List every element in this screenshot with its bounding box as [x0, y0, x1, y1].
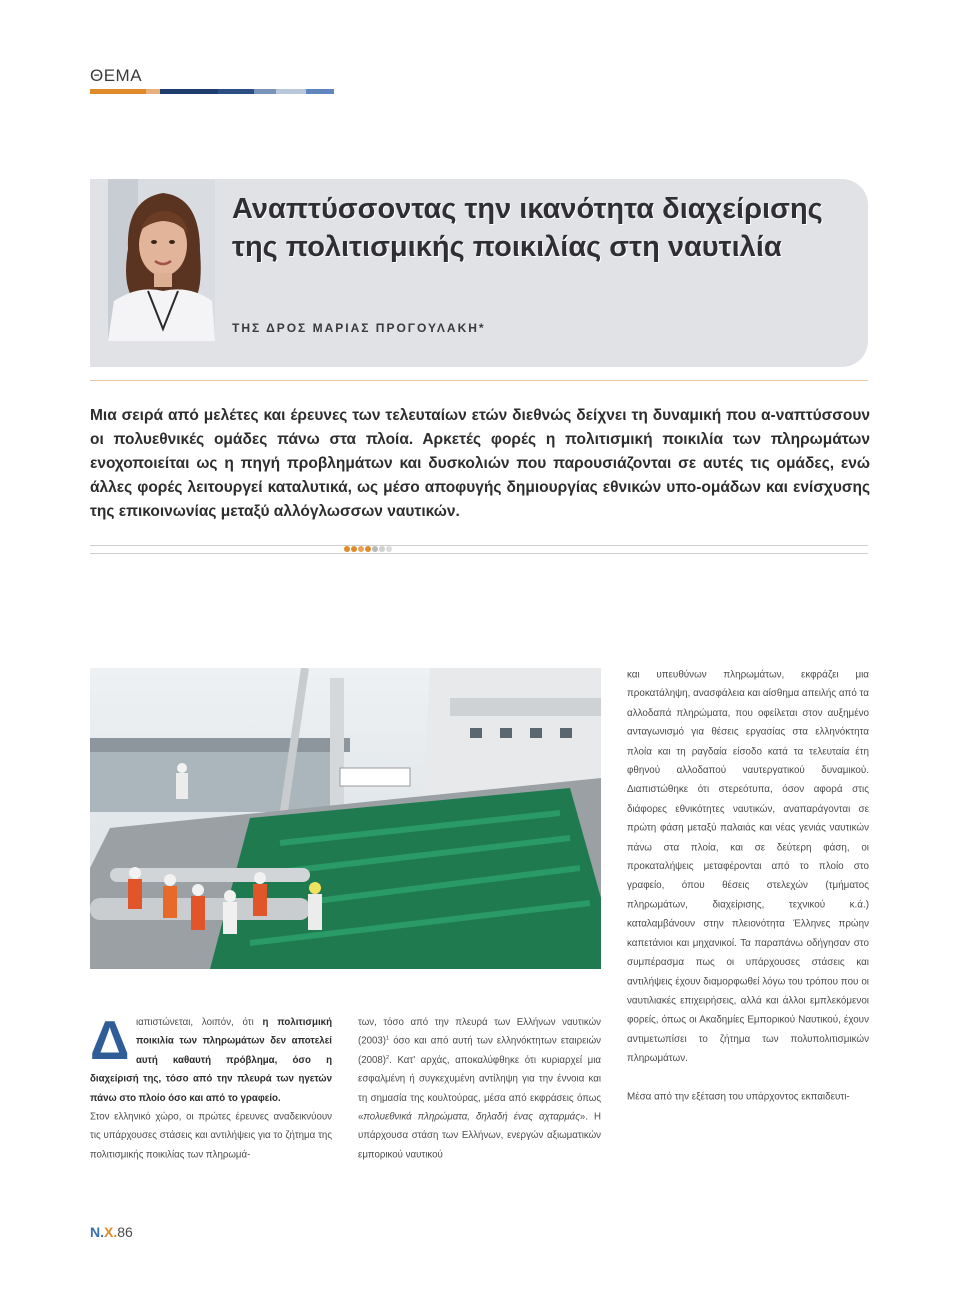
bar-segment: [306, 89, 334, 94]
divider: [90, 553, 868, 554]
footnote-ref: 2: [386, 1054, 390, 1061]
drop-cap: Δ: [90, 1009, 130, 1072]
col2-paragraph: [358, 1013, 601, 1164]
page-folio: [90, 1224, 133, 1240]
body-column-3: [627, 665, 869, 1106]
dot: [351, 546, 357, 552]
bar-segment: [254, 89, 276, 94]
col2-text: ». Η υπάρχουσα στάση των Ελλήνων, ενεργών αξιωματικών εμπορικού ναυτικού: [358, 1110, 601, 1160]
article-byline: ΤΗΣ ΔΡΟΣ ΜΑΡΙΑΣ ΠΡΟΓΟΥΛΑΚΗ*: [232, 321, 486, 335]
dot: [365, 546, 371, 552]
divider: [90, 545, 868, 546]
folio-n: N.: [90, 1224, 104, 1240]
bar-segment: [218, 89, 254, 94]
col2-text: . Κατ' αρχάς, αποκαλύφθηκε ότι κυριαρχεί μια εσφαλμένη ή συγκεχυμένη αντίληψη για την έννοια και τη σημασία της κουλτούρας, μέσα από εκφράσεις όπως «: [358, 1054, 601, 1123]
article-lead: Μια σειρά από μελέτες και έρευνες των τελευταίων ετών διεθνώς δείχνει τη δυναμική που α-ναπτύσσουν οι πολυεθνικές ομάδες πάνω στα πλοία. Αρκετές φορές η πολιτισμική ποικιλία των πληρωμάτων ενοχοποιείται ως η πηγή προβλημάτων και δυσκολιών που παρουσιάζονται σε αυτές τις ομάδες, ενώ άλλες φορές λειτουργεί καταλυτικά, ως μέσο αποφυγής δημιουργίας εθνικών υπο-ομάδων και ενίσχυσης της επικοινωνίας μεταξύ αλλόγλωσσων ναυτικών.: [90, 407, 870, 520]
dot: [372, 546, 378, 552]
dot: [379, 546, 385, 552]
body-column-2: [358, 1013, 601, 1164]
col1-paragraph: Στον ελληνικό χώρο, οι πρώτες έρευνες αναδεικνύουν τις υπάρχουσες στάσεις και αντιλήψεις για το ζήτημα της πολιτισμικής ποικιλίας των πληρωμά-: [90, 1110, 332, 1160]
author-photo: [108, 179, 215, 341]
folio-x: X.: [104, 1224, 118, 1240]
bar-segment: [276, 89, 306, 94]
section-color-bar: [90, 89, 334, 94]
page-number: 86: [117, 1224, 133, 1240]
footnote-ref: 1: [386, 1035, 390, 1042]
col3-paragraph: Μέσα από την εξέταση του υπάρχοντος εκπαιδευτι-: [627, 1090, 850, 1102]
col1-intro: ιαπιστώνεται, λοιπόν, ότι: [135, 1016, 263, 1028]
divider: [90, 380, 868, 381]
col2-quote: πολυεθνικά πληρώματα, δηλαδή ένας αχταρμάς: [363, 1110, 580, 1123]
col2-text: όσο και από αυτή των ελληνόκτητων εταιρειών (2008): [358, 1035, 601, 1066]
col1-bold: η πολιτισμική ποικιλία των πληρωμάτων δεν αποτελεί αυτή καθαυτή πρόβλημα, όσο η διαχείρισή της, τόσο από την πλευρά των ηγετών πάνω στο πλοίο όσο και από το γραφείο.: [90, 1016, 333, 1104]
section-label: ΘΕΜΑ: [90, 66, 143, 85]
ship-deck-photo: [90, 668, 601, 969]
col2-text: των, τόσο από την πλευρά των Ελλήνων ναυτικών (2003): [358, 1016, 601, 1047]
col3-paragraph: και υπευθύνων πληρωμάτων, εκφράζει μια προκατάληψη, ανασφάλεια και αίσθημα απειλής από τα αλλοδαπά πληρώματα, που οφείλεται στον αυξημένο ανταγωνισμό για θέσεις εργασίας στα ελληνόκτητα πλοία και τη ραγδαία είσοδο κατά τα τελευταία έτη φθηνού αλλοδαπού ναυτεργατικού δυναμικού. Διαπιστώθηκε ότι στερεότυπα, όσον αφορά στις διάφορες εθνικότητες ναυτικών, αναπαράγονται σε πρώτη φάση μεταξύ παλαιάς και νέας γενιάς ναυτικών πάνω στα πλοία, και σε δεύτερη φάση, οι προκαταλήψεις μεταφέρονται από το πλοίο στο γραφείο, όπου θέσεις στελεχών (τμήματος πληρωμάτων, διαχείρισης, τεχνικού κ.ά.) καταλαμβάνουν στην πλειονότητα Έλληνες πρώην καπετάνιοι και μηχανικοί. Τα παραπάνω οδήγησαν στο συμπέρασμα πως οι υπάρχουσες στάσεις και αντιλήψεις έχουν διαμορφωθεί λόγω του τρόπου που οι ναυτιλιακές επιχειρήσεις, αλλά και άλλοι εμπλεκόμενοι φορείς, όπως οι Ακαδημίες Εμπορικού Ναυτικού, έχουν αντιμετωπίσει το ζήτημα των πολυπολιτισμικών πληρωμάτων.: [627, 668, 869, 1064]
body-column-1: [90, 1009, 333, 1164]
dot: [358, 546, 364, 552]
decorative-dots: [344, 546, 392, 552]
bar-segment: [146, 89, 160, 94]
bar-segment: [90, 89, 146, 94]
dot: [386, 546, 392, 552]
dot: [344, 546, 350, 552]
article-title: Αναπτύσσοντας την ικανότητα διαχείρισης της πολιτισμικής ποικιλίας στη ναυτιλία: [232, 193, 823, 263]
bar-segment: [160, 89, 218, 94]
